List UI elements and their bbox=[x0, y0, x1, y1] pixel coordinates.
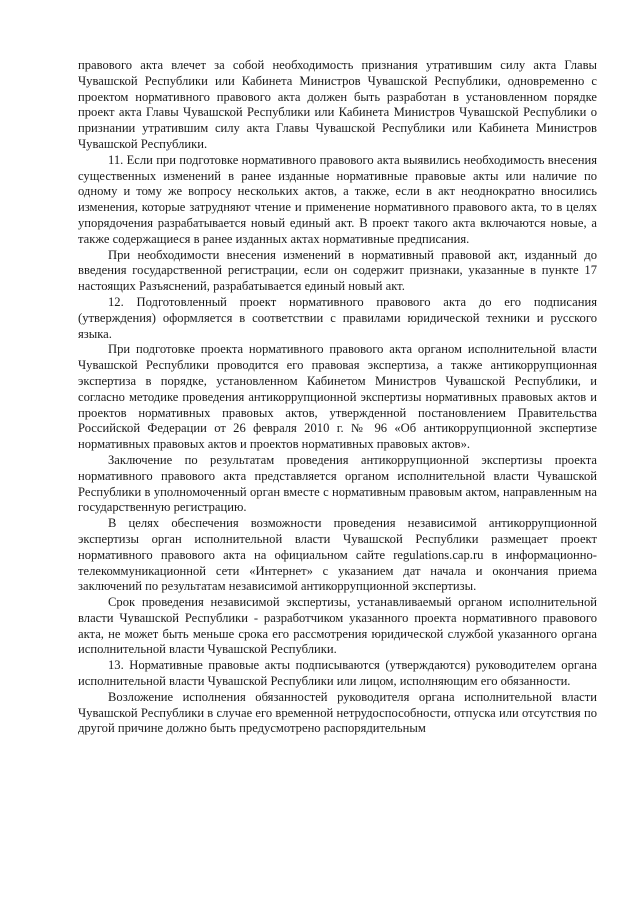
paragraph-duties-assignment: Возложение исполнения обязанностей руководителя органа исполнительной власти Чувашской Республики в случае его временной нетрудоспособности, отпуска или отсутствия по другой причине должно быть предусмотрено распорядительным bbox=[78, 689, 597, 736]
paragraph-new-single-act: При необходимости внесения изменений в нормативный правовой акт, изданный до введения государственной регистрации, если он содержит признаки, указанные в пункте 17 настоящих Разъяснений, разрабатывается единый новый акт. bbox=[78, 247, 597, 294]
paragraph-expertise-term: Срок проведения независимой экспертизы, устанавливаемый органом исполнительной власти Чувашской Республики - разработчиком указанного проекта нормативного правового акта, не может быть меньше срока его рассмотрения юридической службой указанного органа исполнительной власти Чувашской Республики. bbox=[78, 595, 597, 657]
paragraph-expertise-conclusion: Заключение по результатам проведения антикоррупционной экспертизы проекта нормативного правового акта представляется органом исполнительной власти Чувашской Республики в уполномоченный орган вместе с нормативным правовым актом, направленным на государственную регистрацию. bbox=[78, 452, 597, 515]
paragraph-legal-expertise: При подготовке проекта нормативного правового акта органом исполнительной власти Чувашской Республики проводится его правовая экспертиза, а также антикоррупционная экспертиза в порядке, установленном Кабинетом Министров Чувашской Республики, и согласно методике проведения антикоррупционной экспертизы нормативных правовых актов и проектов нормативных правовых актов, утвержденной постановлением Правительства Российской Федерации от 26 февраля 2010 г. № 96 «Об антикоррупционной экспертизе нормативных правовых актов и проектов нормативных правовых актов». bbox=[78, 342, 597, 452]
paragraph-independent-expertise: В целях обеспечения возможности проведения независимой антикоррупционной экспертизы орган исполнительной власти Чувашской Республики размещает проект нормативного правового акта на официальном сайте regulations.cap.ru в информационно-телекоммуникационной сети «Интернет» с указанием дат начала и окончания приема заключений по результатам независимой антикоррупционной экспертизы. bbox=[78, 516, 597, 594]
document-body bbox=[78, 58, 597, 737]
paragraph-continuation-acts: правового акта влечет за собой необходимость признания утратившим силу акта Главы Чувашской Республики или Кабинета Министров Чувашской Республики, одновременно с проектом нормативного правового акта должен быть разработан в установленном порядке проект акта Главы Чувашской Республики или Кабинета Министров Чувашской Республики о признании утратившим силу акта Главы Чувашской Республики или Кабинета Министров Чувашской Республики. bbox=[78, 58, 597, 151]
paragraph-item-13: 13. Нормативные правовые акты подписываются (утверждаются) руководителем органа исполнительной власти Чувашской Республики или лицом, исполняющим его обязанности. bbox=[78, 658, 597, 689]
paragraph-item-11: 11. Если при подготовке нормативного правового акта выявились необходимость внесения существенных изменений в ранее изданные нормативные правовые акты или наличие по одному и тому же вопросу нескольких актов, а также, если в акт неоднократно вносились изменения, которые затрудняют чтение и применение нормативного правового акта, то в целях упорядочения разрабатывается новый единый акт. В проект такого акта включаются новые, а также содержащиеся в ранее изданных актах нормативные предписания. bbox=[78, 152, 597, 246]
paragraph-item-12: 12. Подготовленный проект нормативного правового акта до его подписания (утверждения) оформляется в соответствии с правилами юридической техники и русского языка. bbox=[78, 294, 597, 341]
